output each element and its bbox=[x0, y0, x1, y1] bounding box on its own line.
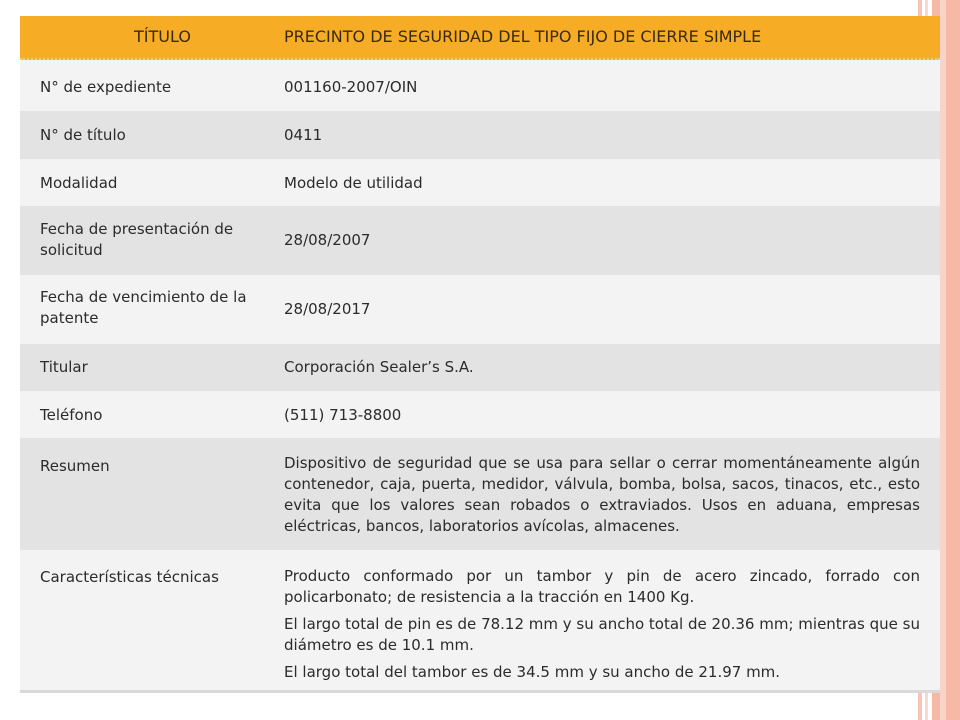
decor-stripe bbox=[940, 0, 946, 720]
row-label: Fecha de presentación de solicitud bbox=[40, 220, 234, 259]
row-value: Modelo de utilidad bbox=[284, 174, 423, 192]
table-row bbox=[20, 111, 940, 159]
header-title: PRECINTO DE SEGURIDAD DEL TIPO FIJO DE CIERRE SIMPLE bbox=[284, 27, 762, 46]
row-label: Modalidad bbox=[40, 174, 118, 192]
table-row bbox=[20, 62, 940, 111]
row-value: Corporación Sealer’s S.A. bbox=[284, 358, 474, 376]
table-row bbox=[20, 344, 940, 391]
table-row bbox=[20, 275, 940, 344]
row-label: Titular bbox=[40, 358, 88, 376]
row-value: 28/08/2007 bbox=[284, 231, 371, 249]
row-label: N° de título bbox=[40, 126, 126, 144]
table-row bbox=[20, 391, 940, 438]
patent-table bbox=[20, 16, 940, 693]
tech-paragraph: El largo total del tambor es de 34.5 mm y su ancho de 21.97 mm. bbox=[284, 663, 781, 681]
row-value: 001160-2007/OIN bbox=[284, 78, 418, 96]
table-row bbox=[20, 206, 940, 275]
table-row bbox=[20, 159, 940, 206]
row-label: Resumen bbox=[40, 457, 110, 475]
row-value: 0411 bbox=[284, 126, 323, 144]
header-label: TÍTULO bbox=[134, 27, 191, 46]
tech-paragraph: El largo total de pin es de 78.12 mm y su ancho total de 20.36 mm; mientras que su diámetro es de 10.1 mm. bbox=[284, 615, 920, 654]
row-value bbox=[284, 566, 920, 689]
row-value: (511) 713-8800 bbox=[284, 406, 402, 424]
row-label: Teléfono bbox=[40, 406, 103, 424]
table-row bbox=[20, 438, 940, 550]
row-value: Dispositivo de seguridad que se usa para sellar o cerrar momentáneamente algún contenedor, caja, puerta, medidor, válvula, bomba, bolsa, sacos, tinacos, etc., esto evita que los valores sean robados o extraviados. Usos en aduana, empresas eléctricas, bancos, laboratorios avícolas, almacenes. bbox=[284, 454, 920, 535]
row-label: Fecha de vencimiento de la patente bbox=[40, 288, 247, 327]
row-value: 28/08/2017 bbox=[284, 300, 371, 318]
row-label: N° de expediente bbox=[40, 78, 172, 96]
table-row bbox=[20, 550, 940, 693]
tech-paragraph: Producto conformado por un tambor y pin de acero zincado, forrado con policarbonato; de resistencia a la tracción en 1400 Kg. bbox=[284, 567, 920, 606]
table-header bbox=[20, 16, 940, 60]
table-shadow bbox=[20, 690, 940, 693]
row-label: Características técnicas bbox=[40, 568, 219, 586]
